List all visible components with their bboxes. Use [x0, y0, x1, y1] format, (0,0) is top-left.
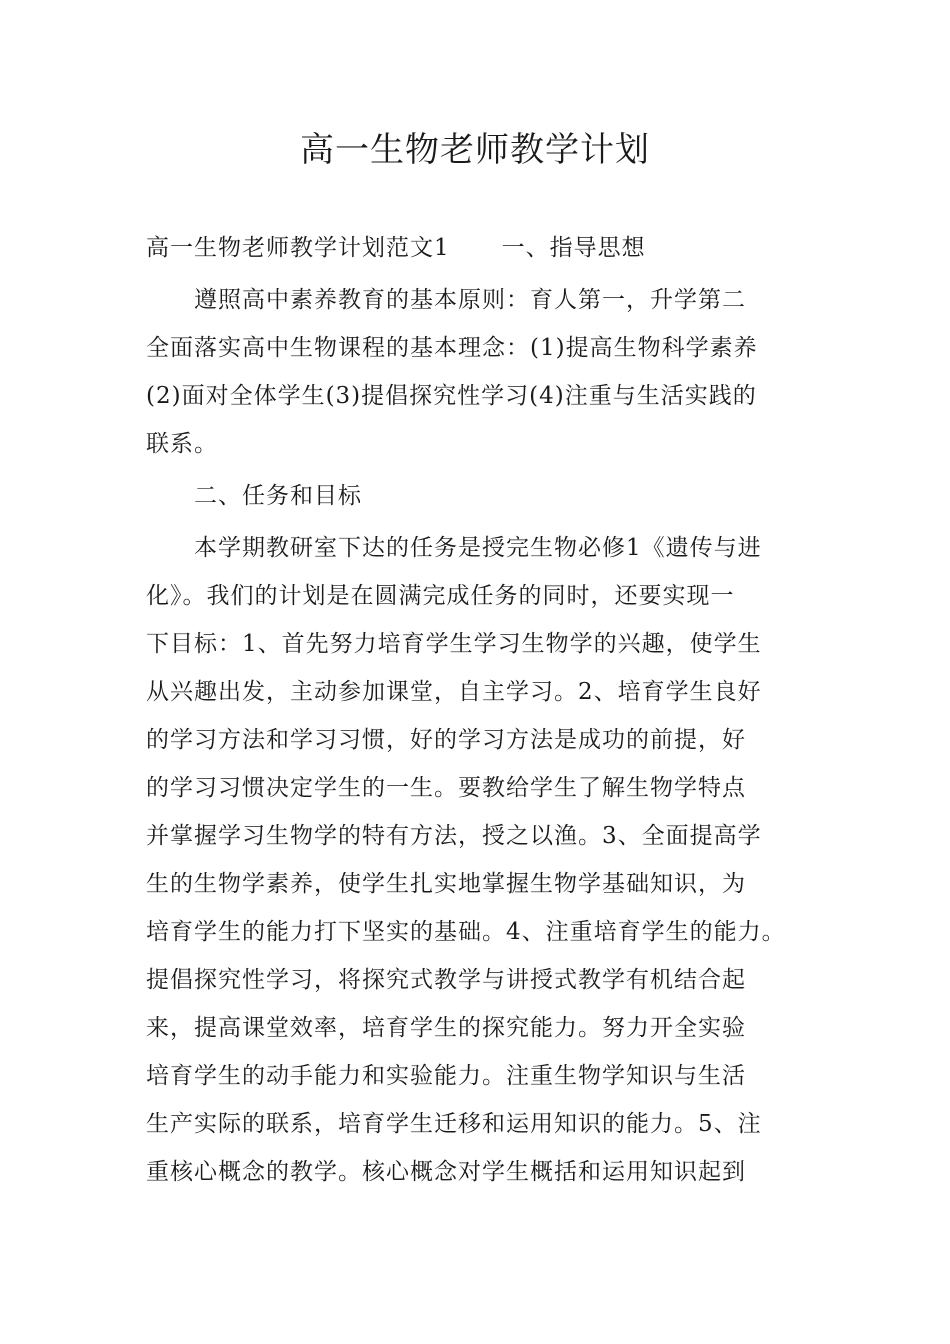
paragraph-line: 本学期教研室下达的任务是授完生物必修1《遗传与进 — [146, 535, 762, 561]
paragraph-line: (2)面对全体学生(3)提倡探究性学习(4)注重与生活实践的 — [146, 383, 757, 409]
paragraph-line: 生的生物学素养，使学生扎实地掌握生物学基础知识，为 — [146, 871, 746, 897]
paragraph-2 — [146, 524, 811, 1196]
paragraph-line: 培育学生的能力打下坚实的基础。4、注重培育学生的能力。 — [146, 919, 786, 945]
paragraph-line: 重核心概念的教学。核心概念对学生概括和运用知识起到 — [146, 1159, 746, 1185]
paragraph-1 — [146, 276, 811, 468]
paragraph-line: 遵照高中素养教育的基本原则：育人第一，升学第二 — [146, 287, 746, 313]
paragraph-line: 下目标：1、首先努力培育学生学习生物学的兴趣，使学生 — [146, 631, 762, 657]
section-heading-1: 一、指导思想 — [501, 235, 646, 261]
paragraph-line: 提倡探究性学习，将探究式教学与讲授式教学有机结合起 — [146, 967, 746, 993]
paragraph-line: 培育学生的动手能力和实验能力。注重生物学知识与生活 — [146, 1063, 746, 1089]
paragraph-line: 并掌握学习生物学的特有方法，授之以渔。3、全面提高学 — [146, 823, 762, 849]
paragraph-line: 全面落实高中生物课程的基本理念：(1)提高生物科学素养 — [146, 335, 758, 361]
paragraph-line: 化》。我们的计划是在圆满完成任务的同时，还要实现一 — [146, 583, 735, 609]
paragraph-line: 从兴趣出发，主动参加课堂，自主学习。2、培育学生良好 — [146, 679, 762, 705]
paragraph-line: 的学习方法和学习习惯，好的学习方法是成功的前提，好 — [146, 727, 746, 753]
subtitle-left: 高一生物老师教学计划范文1 — [146, 235, 450, 261]
paragraph-line: 来，提高课堂效率，培育学生的探究能力。努力开全实验 — [146, 1015, 746, 1041]
subtitle-row — [146, 224, 811, 272]
paragraph-line: 联系。 — [146, 431, 218, 457]
subtitle-line — [146, 224, 811, 272]
paragraph-line: 生产实际的联系，培育学生迁移和运用知识的能力。5、注 — [146, 1111, 762, 1137]
section-heading-2: 二、任务和目标 — [146, 483, 362, 509]
page-title: 高一生物老师教学计划 — [300, 130, 650, 170]
section-heading-2-block — [146, 472, 811, 520]
paragraph-line: 的学习习惯决定学生的一生。要教给学生了解生物学特点 — [146, 775, 746, 801]
